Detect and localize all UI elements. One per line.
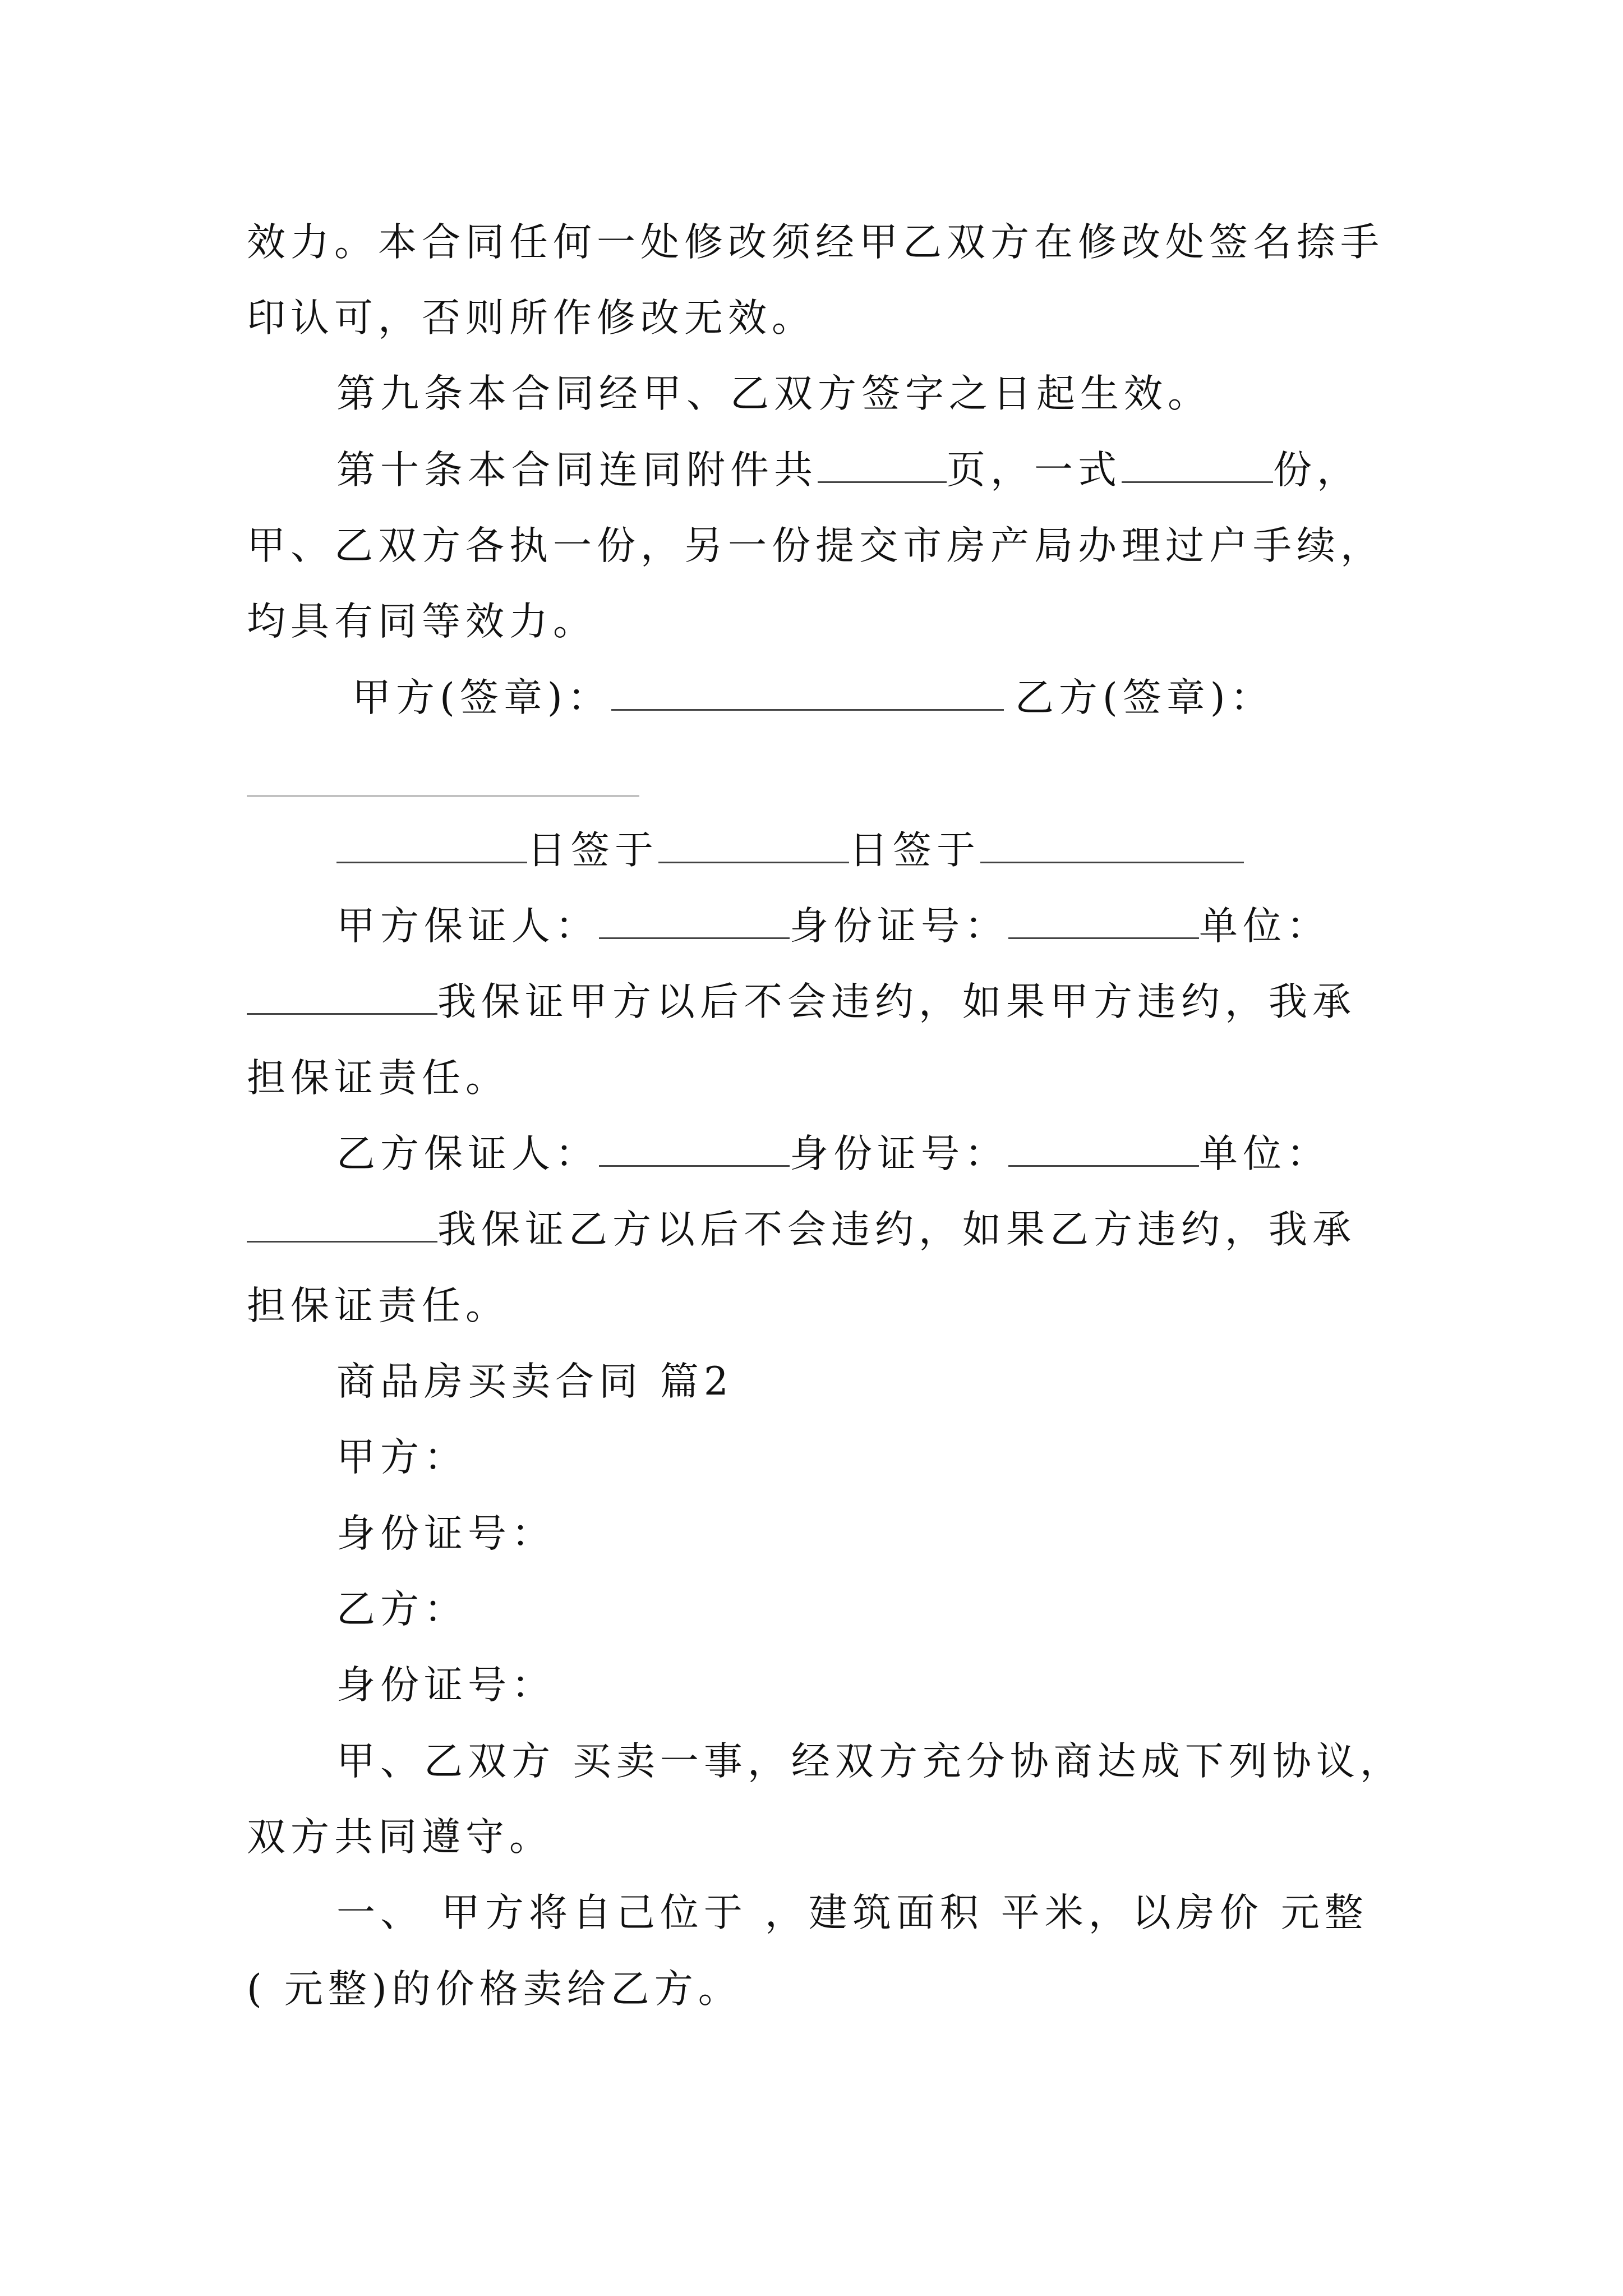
text: 担保证责任。 [247, 1056, 509, 1101]
party-b-signature-label: 乙方(签章)： [1015, 675, 1274, 720]
page-count-blank[interactable] [818, 450, 947, 483]
text: 第九条本合同经甲、乙双方签字之日起生效。 [336, 371, 1211, 416]
text: 甲、乙双方 买卖一事，经双方充分协商达成下列协议， [336, 1739, 1404, 1784]
text: 效力。本合同任何一处修改须经甲乙双方在修改处签名捺手 [247, 220, 1384, 265]
date-line [336, 822, 1244, 878]
text-line [247, 290, 815, 346]
clause-one [336, 1885, 1368, 1941]
party-b-field [336, 1581, 468, 1637]
party-b-signature-blank[interactable] [247, 795, 639, 797]
guarantor-a-unit-blank[interactable] [247, 982, 437, 1015]
guarantor-b-name-blank[interactable] [599, 1134, 790, 1167]
text: 乙方保证人： [336, 1131, 599, 1176]
text: 我保证甲方以后不会违约，如果甲方违约，我承 [437, 979, 1356, 1024]
date-blank[interactable] [336, 830, 527, 863]
guarantor-a-statement [247, 974, 1356, 1030]
guarantor-a-name-blank[interactable] [599, 906, 790, 939]
section-heading [336, 1354, 734, 1410]
text: 甲、乙双方各执一份，另一份提交市房产局办理过户手续， [247, 523, 1384, 568]
guarantor-b-id-blank[interactable] [1008, 1134, 1199, 1167]
text: 乙方： [336, 1587, 468, 1632]
text: 日签于 [527, 828, 658, 873]
text: 身份证号： [790, 1131, 1008, 1176]
text-line [247, 1809, 553, 1865]
text: 身份证号： [336, 1511, 555, 1556]
text: 日签于 [849, 828, 980, 873]
text: 双方共同遵守。 [247, 1815, 553, 1860]
text: 第十条本合同连同附件共 [336, 448, 818, 493]
text: 均具有同等效力。 [247, 599, 597, 644]
text-line [247, 1961, 742, 2017]
text: 甲方： [336, 1435, 468, 1480]
text: 甲方保证人： [336, 904, 599, 949]
text: 身份证号： [336, 1663, 555, 1708]
date-blank[interactable] [658, 830, 849, 863]
guarantor-a-id-blank[interactable] [1008, 906, 1199, 939]
text: 页，一式 [947, 448, 1122, 493]
party-a-field [336, 1429, 468, 1485]
text: 单位： [1199, 904, 1330, 949]
text-line [247, 593, 597, 650]
guarantor-b-line [336, 1126, 1330, 1182]
text-line [247, 214, 1384, 270]
text: 单位： [1199, 1131, 1330, 1176]
date-blank[interactable] [980, 830, 1244, 863]
text-line [247, 1050, 509, 1106]
text-line [247, 518, 1384, 574]
signature-line [352, 670, 1274, 726]
text: ( 元整)的价格卖给乙方。 [247, 1967, 742, 2012]
clause-ten [336, 442, 1361, 498]
copies-blank[interactable] [1122, 450, 1273, 483]
text: 印认可，否则所作修改无效。 [247, 296, 815, 341]
clause-nine [336, 366, 1211, 422]
text: 担保证责任。 [247, 1283, 509, 1328]
heading-text: 商品房买卖合同 篇2 [336, 1359, 734, 1404]
text-line [247, 1278, 509, 1334]
guarantor-b-statement [247, 1202, 1356, 1258]
agreement-intro [336, 1733, 1404, 1789]
party-a-id-field [336, 1506, 555, 1562]
text: 身份证号： [790, 904, 1008, 949]
guarantor-b-unit-blank[interactable] [247, 1209, 437, 1243]
text: 一、 甲方将自己位于 ，建筑面积 平米，以房价 元整 [336, 1890, 1368, 1935]
party-a-signature-label: 甲方(签章)： [352, 675, 611, 720]
text: 我保证乙方以后不会违约，如果乙方违约，我承 [437, 1207, 1356, 1252]
text: 份， [1273, 448, 1361, 493]
party-a-signature-blank[interactable] [611, 678, 1004, 711]
party-b-id-field [336, 1657, 555, 1713]
guarantor-a-line [336, 898, 1330, 954]
